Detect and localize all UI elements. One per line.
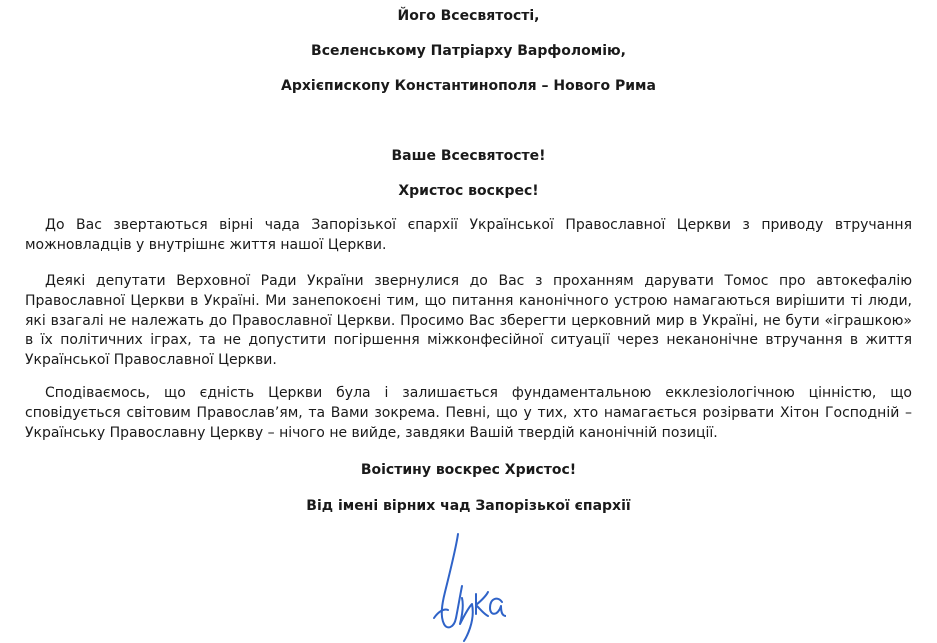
address-line-recipient-see: Архієпископу Константинополя – Нового Рима: [281, 78, 656, 94]
signature-ink: [434, 534, 506, 641]
paschal-greeting: Христос воскрес!: [398, 183, 539, 199]
signature-stroke: [476, 592, 488, 616]
body-paragraph: Деякі депутати Верховної Ради України звернулися до Вас з проханням дарувати Томос про автокефалію Православної Церкви в Україні. Ми занепокоєні тим, що питання канонічного устрою намагаються вирішити ті люди, які взагалі не належать до Православної Церкви. Просимо Вас зберегти церковний мир в Україні, не бути «іграшкою» в їх політичних іграх, та не допустити погіршення міжконфесійної ситуації через неканонічне втручання в життя Української Православної Церкви.: [25, 273, 912, 369]
signature-stroke: [490, 599, 506, 616]
body-paragraph: До Вас звертаються вірні чада Запорізької єпархії Української Православної Церкви з приводу втручання можновладців у внутрішнє життя нашої Церкви.: [25, 217, 912, 253]
salutation: Ваше Всесвятосте!: [391, 148, 546, 164]
signature-stroke: [460, 598, 473, 641]
address-line-recipient-name: Вселенському Патріарху Варфоломію,: [311, 43, 626, 59]
handwritten-signature: [426, 528, 506, 643]
paschal-response: Воістину воскрес Христос!: [360, 462, 577, 478]
sender-line: Від імені вірних чад Запорізької єпархії: [306, 498, 631, 514]
signature-stroke: [442, 534, 462, 627]
address-line-recipient-title: Його Всесвятості,: [397, 8, 540, 24]
body-paragraph: Сподіваємось, що єдність Церкви була і залишається фундаментальною екклезіологічною цінністю, що сповідується світовим Православ’ям, та Вами зокрема. Певні, що у тих, хто намагається розірвати Хітон Господній – Українську Православну Церкву – нічого не вийде, завдяки Вашій твердій канонічній позиції.: [25, 385, 912, 441]
